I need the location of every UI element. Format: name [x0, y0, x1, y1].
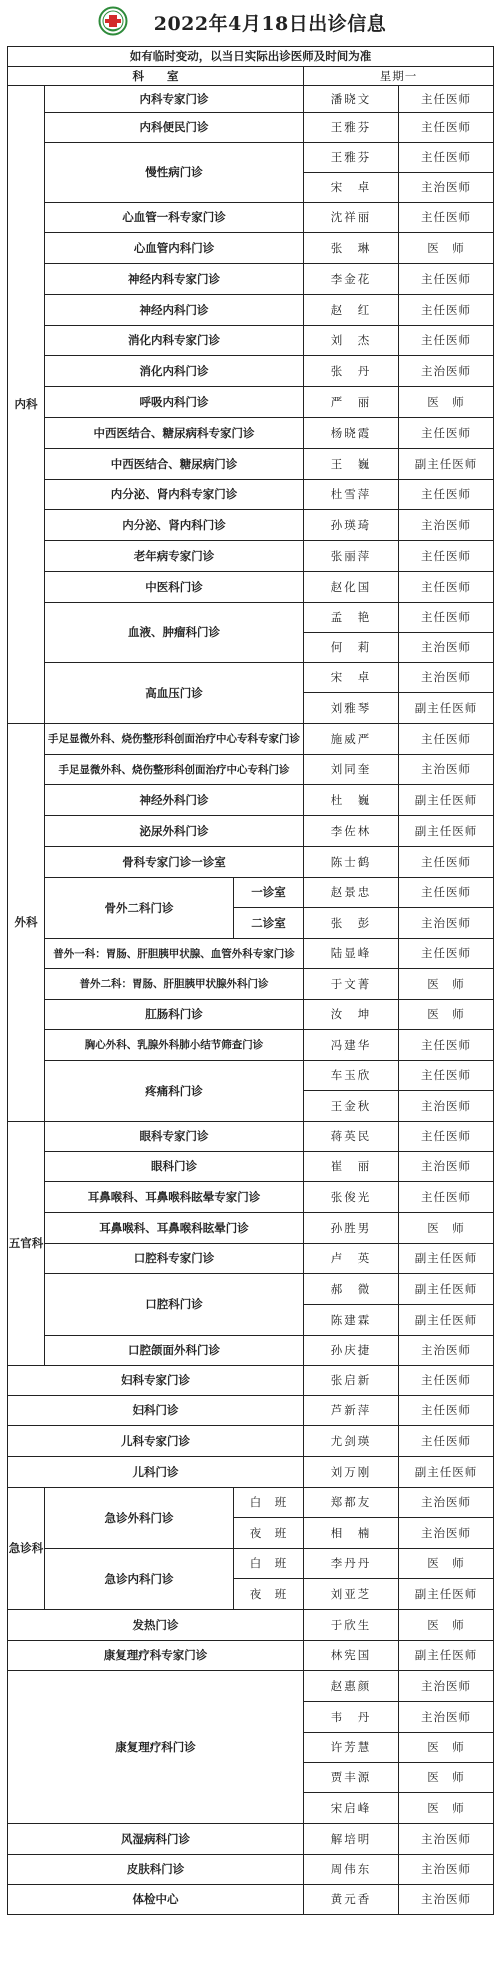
- doctor-title: 主任医师: [399, 295, 494, 326]
- doctor-name: 孙瑛琦: [304, 510, 399, 541]
- doctor-title: 主任医师: [399, 203, 494, 233]
- doctor-title: 主任医师: [399, 1061, 494, 1091]
- doctor-name: 李金花: [304, 264, 399, 295]
- clinic-name: 心血管内科门诊: [45, 233, 304, 264]
- doctor-name: 相 楠: [304, 1518, 399, 1549]
- doctor-name: 陈建霖: [304, 1305, 399, 1336]
- doctor-name: 贾丰源: [304, 1763, 399, 1793]
- doctor-title: 主治医师: [399, 173, 494, 203]
- clinic-name: 口腔颌面外科门诊: [45, 1336, 304, 1366]
- doctor-name: 张 丹: [304, 356, 399, 387]
- doctor-title: 主治医师: [399, 1488, 494, 1518]
- doctor-name: 蒋英民: [304, 1122, 399, 1152]
- doctor-title: 主任医师: [399, 847, 494, 878]
- doctor-title: 副主任医师: [399, 1305, 494, 1336]
- group-neike: 内科: [8, 86, 45, 724]
- doctor-title: 副主任医师: [399, 1457, 494, 1488]
- doctor-name: 张丽萍: [304, 541, 399, 572]
- doctor-title: 主任医师: [399, 1122, 494, 1152]
- doctor-name: 沈祥丽: [304, 203, 399, 233]
- doctor-name: 刘雅琴: [304, 693, 399, 724]
- page-header: [0, 0, 500, 44]
- doctor-title: 医 师: [399, 1610, 494, 1641]
- doctor-name: 解培明: [304, 1824, 399, 1855]
- schedule-table: [7, 46, 494, 1915]
- room-label: 二诊室: [234, 908, 304, 939]
- clinic-name: 儿科专家门诊: [8, 1426, 304, 1457]
- doctor-name: 刘同奎: [304, 755, 399, 785]
- doctor-name: 赵惠颜: [304, 1671, 399, 1702]
- doctor-name: 王雅芬: [304, 113, 399, 143]
- doctor-title: 主任医师: [399, 86, 494, 113]
- doctor-title: 副主任医师: [399, 785, 494, 816]
- doctor-name: 于文菁: [304, 969, 399, 1000]
- clinic-name: 口腔科门诊: [45, 1274, 304, 1336]
- clinic-name: 神经内科专家门诊: [45, 264, 304, 295]
- clinic-name: 眼科专家门诊: [45, 1122, 304, 1152]
- doctor-name: 李佐林: [304, 816, 399, 847]
- doctor-name: 孙庆捷: [304, 1336, 399, 1366]
- clinic-name: 消化内科专家门诊: [45, 326, 304, 356]
- doctor-title: 主任医师: [399, 572, 494, 603]
- doctor-title: 主任医师: [399, 541, 494, 572]
- doctor-name: 孙胜男: [304, 1213, 399, 1244]
- doctor-name: 杨晓霞: [304, 418, 399, 449]
- clinic-name: 手足显微外科、烧伤整形科创面治疗中心专科专家门诊: [45, 724, 304, 755]
- doctor-name: 于欣生: [304, 1610, 399, 1641]
- doctor-title: 主治医师: [399, 1671, 494, 1702]
- doctor-title: 主任医师: [399, 939, 494, 969]
- doctor-title: 主任医师: [399, 724, 494, 755]
- clinic-name: 内分泌、肾内科门诊: [45, 510, 304, 541]
- clinic-name: 老年病专家门诊: [45, 541, 304, 572]
- shift-label: 夜 班: [234, 1518, 304, 1549]
- doctor-title: 主任医师: [399, 113, 494, 143]
- doctor-title: 主任医师: [399, 1366, 494, 1396]
- clinic-name: 中医科门诊: [45, 572, 304, 603]
- doctor-name: 刘亚芝: [304, 1579, 399, 1610]
- doctor-title: 副主任医师: [399, 1641, 494, 1671]
- doctor-title: 主任医师: [399, 326, 494, 356]
- group-wuguanke: 五官科: [8, 1122, 45, 1366]
- doctor-title: 主治医师: [399, 1152, 494, 1182]
- doctor-title: 主治医师: [399, 663, 494, 693]
- doctor-name: 冯建华: [304, 1030, 399, 1061]
- doctor-name: 杜雪萍: [304, 480, 399, 510]
- group-jizhenke: 急诊科: [8, 1488, 45, 1610]
- doctor-title: 主治医师: [399, 1091, 494, 1122]
- doctor-name: 陆显峰: [304, 939, 399, 969]
- clinic-name: 体检中心: [8, 1885, 304, 1915]
- doctor-title: 主治医师: [399, 633, 494, 663]
- doctor-title: 副主任医师: [399, 693, 494, 724]
- clinic-name: 高血压门诊: [45, 663, 304, 724]
- doctor-title: 医 师: [399, 1733, 494, 1763]
- doctor-title: 主治医师: [399, 1824, 494, 1855]
- doctor-title: 主任医师: [399, 1396, 494, 1426]
- clinic-name: 慢性病门诊: [45, 143, 304, 203]
- clinic-name: 急诊外科门诊: [45, 1488, 234, 1549]
- doctor-name: 张 琳: [304, 233, 399, 264]
- doctor-title: 主任医师: [399, 603, 494, 633]
- doctor-title: 医 师: [399, 1793, 494, 1824]
- doctor-name: 黄元香: [304, 1885, 399, 1915]
- clinic-name: 神经内科门诊: [45, 295, 304, 326]
- doctor-name: 许芳慧: [304, 1733, 399, 1763]
- doctor-name: 赵化国: [304, 572, 399, 603]
- doctor-title: 主治医师: [399, 1702, 494, 1733]
- clinic-name: 呼吸内科门诊: [45, 387, 304, 418]
- notice: 如有临时变动，以当日实际出诊医师及时间为准: [8, 47, 494, 67]
- doctor-name: 孟 艳: [304, 603, 399, 633]
- doctor-title: 主治医师: [399, 1855, 494, 1885]
- clinic-name: 胸心外科、乳腺外科肺小结节筛查门诊: [45, 1030, 304, 1061]
- doctor-title: 医 师: [399, 1213, 494, 1244]
- doctor-name: 李丹丹: [304, 1549, 399, 1579]
- doctor-name: 王雅芬: [304, 143, 399, 173]
- doctor-name: 赵 红: [304, 295, 399, 326]
- clinic-name: 风湿病科门诊: [8, 1824, 304, 1855]
- doctor-title: 主治医师: [399, 510, 494, 541]
- clinic-name: 血液、肿瘤科门诊: [45, 603, 304, 663]
- clinic-name: 内科便民门诊: [45, 113, 304, 143]
- doctor-name: 何 莉: [304, 633, 399, 663]
- clinic-name: 妇科门诊: [8, 1396, 304, 1426]
- clinic-name: 普外一科：胃肠、肝胆胰甲状腺、血管外科专家门诊: [45, 939, 304, 969]
- doctor-title: 主任医师: [399, 878, 494, 908]
- page-title: 2022年4月18日出诊信息: [153, 13, 387, 35]
- doctor-title: 主任医师: [399, 1030, 494, 1061]
- doctor-title: 副主任医师: [399, 1244, 494, 1274]
- doctor-name: 韦 丹: [304, 1702, 399, 1733]
- clinic-name: 内分泌、肾内科专家门诊: [45, 480, 304, 510]
- clinic-name: 骨外二科门诊: [45, 878, 234, 939]
- clinic-name: 妇科专家门诊: [8, 1366, 304, 1396]
- doctor-name: 张 彭: [304, 908, 399, 939]
- day-header: 星期一: [304, 67, 494, 86]
- doctor-title: 医 师: [399, 1549, 494, 1579]
- doctor-name: 卢 英: [304, 1244, 399, 1274]
- clinic-name: 肛肠科门诊: [45, 1000, 304, 1030]
- doctor-name: 宋启峰: [304, 1793, 399, 1824]
- doctor-name: 郝 微: [304, 1274, 399, 1305]
- clinic-name: 眼科门诊: [45, 1152, 304, 1182]
- clinic-name: 手足显微外科、烧伤整形科创面治疗中心专科门诊: [45, 755, 304, 785]
- doctor-title: 主治医师: [399, 1885, 494, 1915]
- doctor-name: 刘 杰: [304, 326, 399, 356]
- shift-label: 白 班: [234, 1488, 304, 1518]
- clinic-name: 骨科专家门诊一诊室: [45, 847, 304, 878]
- dept-header: 科 室: [8, 67, 304, 86]
- room-label: 一诊室: [234, 878, 304, 908]
- doctor-title: 主任医师: [399, 143, 494, 173]
- doctor-name: 赵景忠: [304, 878, 399, 908]
- doctor-title: 主治医师: [399, 908, 494, 939]
- doctor-title: 医 师: [399, 1000, 494, 1030]
- doctor-name: 郑都友: [304, 1488, 399, 1518]
- clinic-name: 神经外科门诊: [45, 785, 304, 816]
- doctor-title: 主任医师: [399, 1426, 494, 1457]
- doctor-title: 医 师: [399, 1763, 494, 1793]
- doctor-name: 宋 卓: [304, 173, 399, 203]
- doctor-name: 宋 卓: [304, 663, 399, 693]
- doctor-name: 张启新: [304, 1366, 399, 1396]
- doctor-name: 崔 丽: [304, 1152, 399, 1182]
- clinic-name: 消化内科门诊: [45, 356, 304, 387]
- clinic-name: 口腔科专家门诊: [45, 1244, 304, 1274]
- doctor-title: 医 师: [399, 969, 494, 1000]
- doctor-title: 副主任医师: [399, 816, 494, 847]
- doctor-title: 副主任医师: [399, 1274, 494, 1305]
- clinic-name: 发热门诊: [8, 1610, 304, 1641]
- clinic-name: 皮肤科门诊: [8, 1855, 304, 1885]
- doctor-name: 王金秋: [304, 1091, 399, 1122]
- doctor-title: 主任医师: [399, 480, 494, 510]
- shift-label: 夜 班: [234, 1579, 304, 1610]
- doctor-name: 陈士鹤: [304, 847, 399, 878]
- group-waike: 外科: [8, 724, 45, 1122]
- doctor-title: 主治医师: [399, 356, 494, 387]
- clinic-name: 内科专家门诊: [45, 86, 304, 113]
- doctor-title: 主治医师: [399, 755, 494, 785]
- clinic-name: 耳鼻喉科、耳鼻喉科眩晕门诊: [45, 1213, 304, 1244]
- doctor-name: 汝 坤: [304, 1000, 399, 1030]
- doctor-title: 副主任医师: [399, 449, 494, 480]
- clinic-name: 康复理疗科专家门诊: [8, 1641, 304, 1671]
- clinic-name: 心血管一科专家门诊: [45, 203, 304, 233]
- doctor-title: 医 师: [399, 233, 494, 264]
- doctor-name: 杜 巍: [304, 785, 399, 816]
- doctor-name: 车玉欣: [304, 1061, 399, 1091]
- doctor-name: 潘晓文: [304, 86, 399, 113]
- doctor-title: 主任医师: [399, 1182, 494, 1213]
- doctor-name: 周伟东: [304, 1855, 399, 1885]
- doctor-title: 主任医师: [399, 264, 494, 295]
- clinic-name: 儿科门诊: [8, 1457, 304, 1488]
- clinic-name: 中西医结合、糖尿病科专家门诊: [45, 418, 304, 449]
- clinic-name: 康复理疗科门诊: [8, 1671, 304, 1824]
- doctor-name: 施威严: [304, 724, 399, 755]
- clinic-name: 泌尿外科门诊: [45, 816, 304, 847]
- doctor-name: 芦新萍: [304, 1396, 399, 1426]
- doctor-name: 严 丽: [304, 387, 399, 418]
- doctor-title: 主治医师: [399, 1518, 494, 1549]
- clinic-name: 耳鼻喉科、耳鼻喉科眩晕专家门诊: [45, 1182, 304, 1213]
- doctor-name: 尤剑瑛: [304, 1426, 399, 1457]
- doctor-title: 主任医师: [399, 418, 494, 449]
- doctor-title: 副主任医师: [399, 1579, 494, 1610]
- doctor-title: 主治医师: [399, 1336, 494, 1366]
- doctor-name: 张俊光: [304, 1182, 399, 1213]
- doctor-title: 医 师: [399, 387, 494, 418]
- clinic-name: 急诊内科门诊: [45, 1549, 234, 1610]
- doctor-name: 王 巍: [304, 449, 399, 480]
- doctor-name: 林宪国: [304, 1641, 399, 1671]
- shift-label: 白 班: [234, 1549, 304, 1579]
- clinic-name: 普外二科：胃肠、肝胆胰甲状腺外科门诊: [45, 969, 304, 1000]
- clinic-name: 疼痛科门诊: [45, 1061, 304, 1122]
- clinic-name: 中西医结合、糖尿病门诊: [45, 449, 304, 480]
- doctor-name: 刘万刚: [304, 1457, 399, 1488]
